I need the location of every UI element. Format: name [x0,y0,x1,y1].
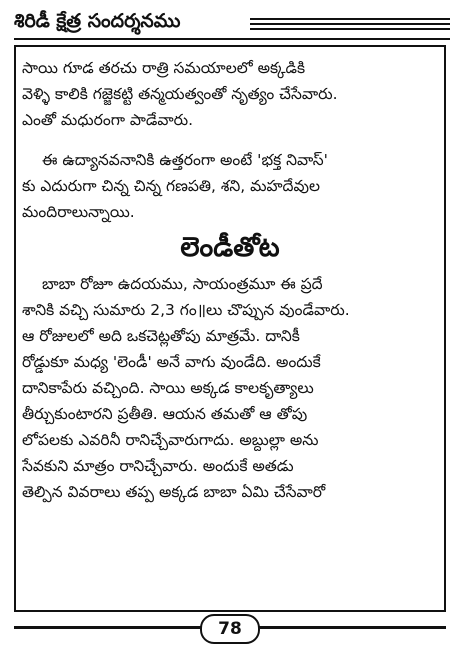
text-line: వెళ్ళి కాలికి గజ్జెకట్టి తన్మయత్వంతో నృత్యం చేసేవారు. [22,85,338,103]
header-underline [14,38,450,40]
text-line: ఎంతో మధురంగా పాడేవారు. [22,111,194,129]
text-line: తెల్పిన వివరాలు తప్ప అక్కడ బాబా ఏమి చేసేవారో [22,483,326,501]
page-number: 78 [200,614,260,644]
page-footer [0,612,460,648]
text-line: సాయి గూడ తరచు రాత్రి సమయాలలో అక్కడికి [22,59,306,77]
text-line: సేవకుని మాత్రం రానిచ్చేవారు. అందుకే అతడు [22,457,294,475]
header-rules [250,18,450,33]
text-line: మందిరాలున్నాయి. [22,203,135,221]
book-title: శిరిడీ క్షేత్ర సందర్శనము [14,10,181,32]
running-header [14,8,450,42]
text-line: ఆ రోజులలో అది ఒకచెట్లతోపు మాత్రమే. దానికీ [22,327,300,345]
text-line: ఈ ఉద్యానవనానికి ఉత్తరంగా అంటే 'భక్త నివాస్' [42,151,328,169]
text-line: బాబా రోజూ ఉదయము, సాయంత్రమూ ఈ ప్రదే [42,275,323,293]
text-line: దానికాపేరు వచ్చింది. సాయి అక్కడ కాలకృత్యాలు [22,379,314,397]
section-heading: లెండీతోట [180,232,280,263]
text-line: తీర్చుకుంటారని ప్రతీతి. ఆయన తమతో ఆ తోపు [22,405,308,423]
text-line: కు ఎదురుగా చిన్న చిన్న గణపతి, శని, మహదేవుల [22,177,320,195]
text-line: శానికి వచ్చి సుమారు 2,3 గం॥లు చొప్పున వుండేవారు. [22,301,350,319]
page-body [22,55,438,505]
text-line: లోపలకు ఎవరినీ రానిచ్చేవారుగాదు. అబ్దుల్లా అను [22,431,319,449]
text-line: రోడ్డుకూ మధ్య 'లెండీ' అనే వాగు వుండేది. అందుకే [22,353,321,371]
